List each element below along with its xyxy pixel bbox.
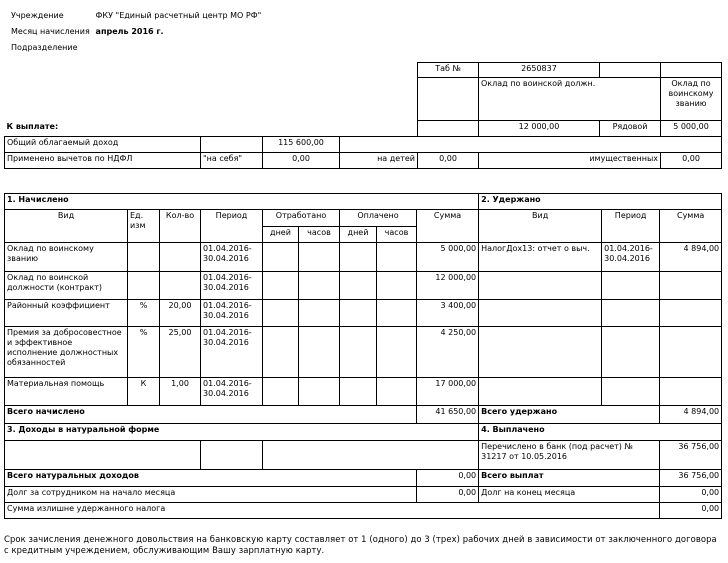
natural-total-value: 0,00 [417, 470, 479, 487]
debt-end-value: 0,00 [660, 487, 722, 503]
withheld-sum: 4 894,00 [660, 243, 722, 272]
paid-hours-header: часов [377, 227, 417, 243]
accrued-qty [160, 243, 201, 272]
excess-tax-label: Сумма излишне удержанного налога [5, 503, 660, 519]
accrued-row [5, 327, 722, 378]
accrued-col-period: Период [201, 210, 263, 243]
children-label: на детей [340, 153, 418, 169]
accrued-unit [128, 243, 160, 272]
accrued-qty: 20,00 [160, 300, 201, 327]
accrued-period: 01.04.2016-30.04.2016 [201, 327, 263, 378]
paid-days-header: дней [340, 227, 377, 243]
accrued-row [5, 272, 722, 300]
worked-days-header: дней [263, 227, 299, 243]
accrued-period: 01.04.2016-30.04.2016 [201, 272, 263, 300]
withheld-title: 2. Удержано [479, 194, 722, 210]
accrued-unit: % [128, 327, 160, 378]
accrued-period: 01.04.2016-30.04.2016 [201, 243, 263, 272]
accrued-title: 1. Начислено [5, 194, 479, 210]
document-header [11, 8, 411, 56]
salary-position-value: 12 000,00 [479, 121, 600, 137]
withheld-type: НалогДох13: отчет о выч. [479, 243, 602, 272]
excess-tax-value: 0,00 [660, 503, 722, 519]
accrued-type: Оклад по воинской должности (контракт) [5, 272, 128, 300]
month-row [11, 24, 411, 40]
accrued-unit [128, 272, 160, 300]
debt-start-label: Долг за сотрудником на начало месяца [5, 487, 417, 503]
property-label: имущественных [479, 153, 661, 169]
self-label: "на себя" [201, 153, 263, 169]
self-value: 0,00 [263, 153, 340, 169]
accrued-total-value: 41 650,00 [417, 406, 479, 424]
accrued-row [5, 300, 722, 327]
accrued-unit: % [128, 300, 160, 327]
accrued-col-qty: Кол-во [160, 210, 201, 243]
accrued-unit: К [128, 378, 160, 406]
summary-table [4, 62, 722, 169]
institution-row [11, 8, 411, 24]
accrued-col-unit: Ед. изм [128, 210, 160, 243]
salary-position-label: Оклад по воинской должн. [479, 78, 661, 121]
accrued-sum: 12 000,00 [417, 272, 479, 300]
accrued-type: Премия за добросовестное и эффективное исполнение должностных обязанностей [5, 327, 128, 378]
debt-start-value: 0,00 [417, 487, 479, 503]
accrued-qty [160, 272, 201, 300]
withheld-total-label: Всего удержано [479, 406, 660, 424]
worked-hours-header: часов [299, 227, 340, 243]
accrued-type: Оклад по воинскому званию [5, 243, 128, 272]
accrued-row [5, 378, 722, 406]
accrued-col-type: Вид [5, 210, 128, 243]
natural-total-label: Всего натуральных доходов [5, 470, 417, 487]
withheld-col-sum: Сумма [660, 210, 722, 243]
withheld-col-period: Период [602, 210, 660, 243]
to-pay-label: К выплате: [6, 121, 59, 131]
main-table [4, 193, 722, 519]
salary-rank-value: 5 000,00 [661, 121, 722, 137]
salary-rank-label: Оклад по воинскому званию [661, 78, 722, 121]
accrued-period: 01.04.2016-30.04.2016 [201, 378, 263, 406]
accrued-col-paid: Оплачено [340, 210, 417, 227]
taxable-income-label: Общий облагаемый доход [5, 137, 201, 153]
tab-value: 2650837 [479, 63, 600, 78]
accrued-row [5, 243, 722, 272]
paid-row-label: Перечислено в банк (под расчет) № 31217 от 10.05.2016 [479, 441, 660, 470]
tab-label: Таб № [418, 63, 479, 78]
accrued-qty: 1,00 [160, 378, 201, 406]
accrued-total-label: Всего начислено [5, 406, 417, 424]
subdivision-row [11, 40, 411, 56]
paid-row-value: 36 756,00 [660, 441, 722, 470]
accrued-sum: 4 250,00 [417, 327, 479, 378]
accrued-period: 01.04.2016-30.04.2016 [201, 300, 263, 327]
institution-label: Учреждение [11, 11, 64, 20]
paid-total-label: Всего выплат [479, 470, 660, 487]
institution-value: ФКУ "Единый расчетный центр МО РФ" [95, 11, 262, 20]
rank-value: Рядовой [600, 121, 661, 137]
debt-end-label: Долг на конец месяца [479, 487, 660, 503]
paid-title: 4. Выплачено [479, 424, 722, 441]
property-value: 0,00 [661, 153, 722, 169]
accrued-col-worked: Отработано [263, 210, 340, 227]
withheld-col-type: Вид [479, 210, 602, 243]
accrued-sum: 5 000,00 [417, 243, 479, 272]
children-value: 0,00 [418, 153, 479, 169]
accrued-type: Районный коэффициент [5, 300, 128, 327]
taxable-income-value: 115 600,00 [263, 137, 340, 153]
month-label: Месяц начисления [11, 27, 90, 36]
accrued-type: Материальная помощь [5, 378, 128, 406]
natural-title: 3. Доходы в натуральной форме [5, 424, 479, 441]
paid-total-value: 36 756,00 [660, 470, 722, 487]
withheld-total-value: 4 894,00 [660, 406, 722, 424]
accrued-sum: 3 400,00 [417, 300, 479, 327]
footer-note: Срок зачисления денежного довольствия на банковскую карту составляет от 1 (одного) до 3 (трех) рабочих дней в зависимости от заключенного договора с кредитным учреждением, обслуживающим Вашу зарплатную карту. [4, 534, 717, 555]
withheld-period: 01.04.2016-30.04.2016 [602, 243, 660, 272]
month-value: апрель 2016 г. [95, 27, 164, 36]
accrued-qty: 25,00 [160, 327, 201, 378]
subdivision-label: Подразделение [11, 43, 78, 52]
accrued-sum: 17 000,00 [417, 378, 479, 406]
accrued-col-sum: Сумма [417, 210, 479, 243]
deductions-label: Применено вычетов по НДФЛ [5, 153, 201, 169]
